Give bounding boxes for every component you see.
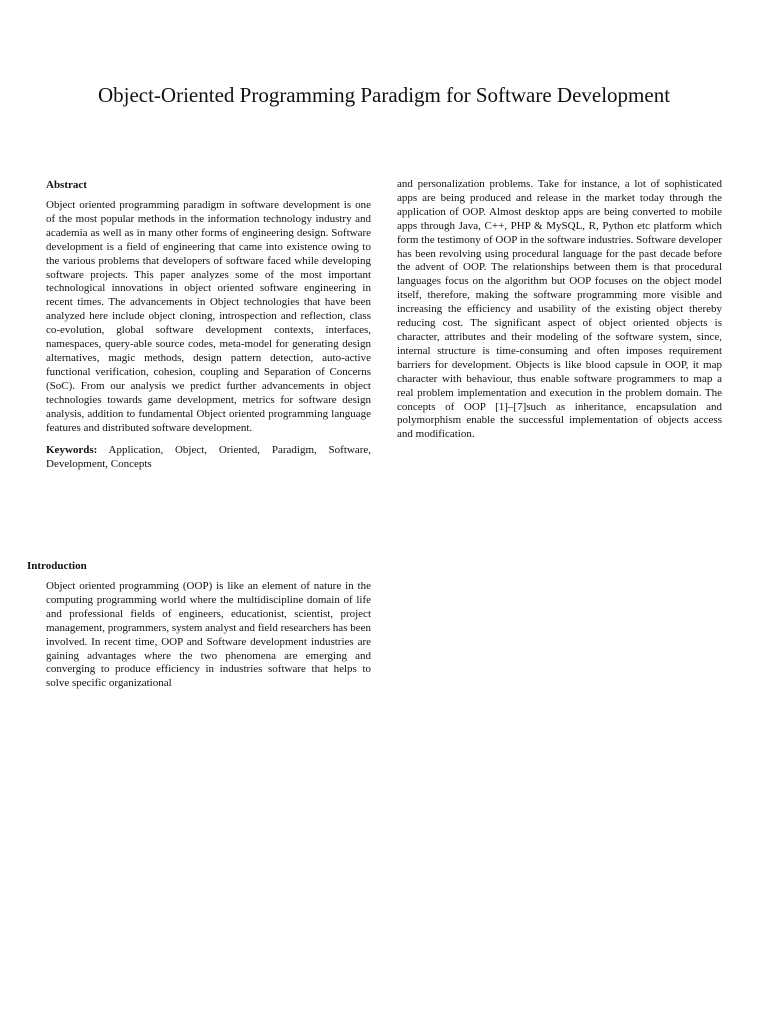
abstract-heading: Abstract bbox=[46, 179, 87, 191]
right-column bbox=[397, 178, 722, 442]
keywords-value: Application, Object, Oriented, Paradigm, Software, Development, Concepts bbox=[46, 444, 371, 471]
introduction-body-left: Object oriented programming (OOP) is like an element of nature in the computing programming world where the multidiscipline domain of life and professional fields of engineers, educationist, scientist, project management, programmers, system analyst and field researchers has been involved. In recent time, OOP and Software development industries are gaining advantages where the two phenomena are emerging and converging to produce efficiency in industries software that helps to solve specific organizational bbox=[46, 580, 371, 690]
introduction-heading: Introduction bbox=[27, 560, 87, 572]
left-column bbox=[46, 178, 371, 472]
keywords-line bbox=[46, 444, 371, 472]
introduction-left-column bbox=[46, 580, 371, 691]
paper-title: Object-Oriented Programming Paradigm for Software Development bbox=[97, 83, 671, 107]
keywords-label: Keywords: bbox=[46, 444, 98, 457]
introduction-body-right: and personalization problems. Take for instance, a lot of sophisticated apps are being produced and release in the market today through the application of OOP. Almost desktop apps are being converted to mobile apps through Java, C++, PHP & MySQL, R, Python etc platform which form the testimony of OOP in the software industries. Software developer has been revolving using procedural language for the past decade before the advent of OOP. The relationships between them is that procedural languages focus on the algorithm but OOP focuses on the object model itself, therefore, making the software programming more visible and increasing the efficiency and usability of the existing object thereby reducing cost. The significant aspect of object oriented objects is character, attributes and their modeling of the software system, since, internal structure is time-consuming and often imposes requirement barriers for development. Objects is like blood capsule in OOP, it map character with behaviour, thus enable software programmers to map a real problem implementation and execution in the problem domain. The concepts of OOP [1]–[7]such as inheritance, encapsulation and polymorphism enable the successful implementation of objects access and modification. bbox=[397, 178, 722, 441]
abstract-body: Object oriented programming paradigm in software development is one of the most popular methods in the information technology industry and academia as well as in many other forms of engineering design. Software development is a field of engineering that came into existence owing to the various problems that developers of software faced while developing software projects. This paper analyzes some of the most important technological innovations in object oriented software engineering in recent times. The advancements in Object technologies that have been analyzed here include object cloning, introspection and reflection, class co-evolution, global software development contexts, interfaces, namespaces, query-able source codes, meta-model for generating design alternatives, magic methods, design pattern detection, auto-active functional verification, cohesion, coupling and Separation of Concerns (SoC). From our analysis we predict further advancements in object technologies towards game development, metrics for software design analysis, addition to fundamental Object oriented programming language features and distributed software development. bbox=[46, 199, 371, 434]
